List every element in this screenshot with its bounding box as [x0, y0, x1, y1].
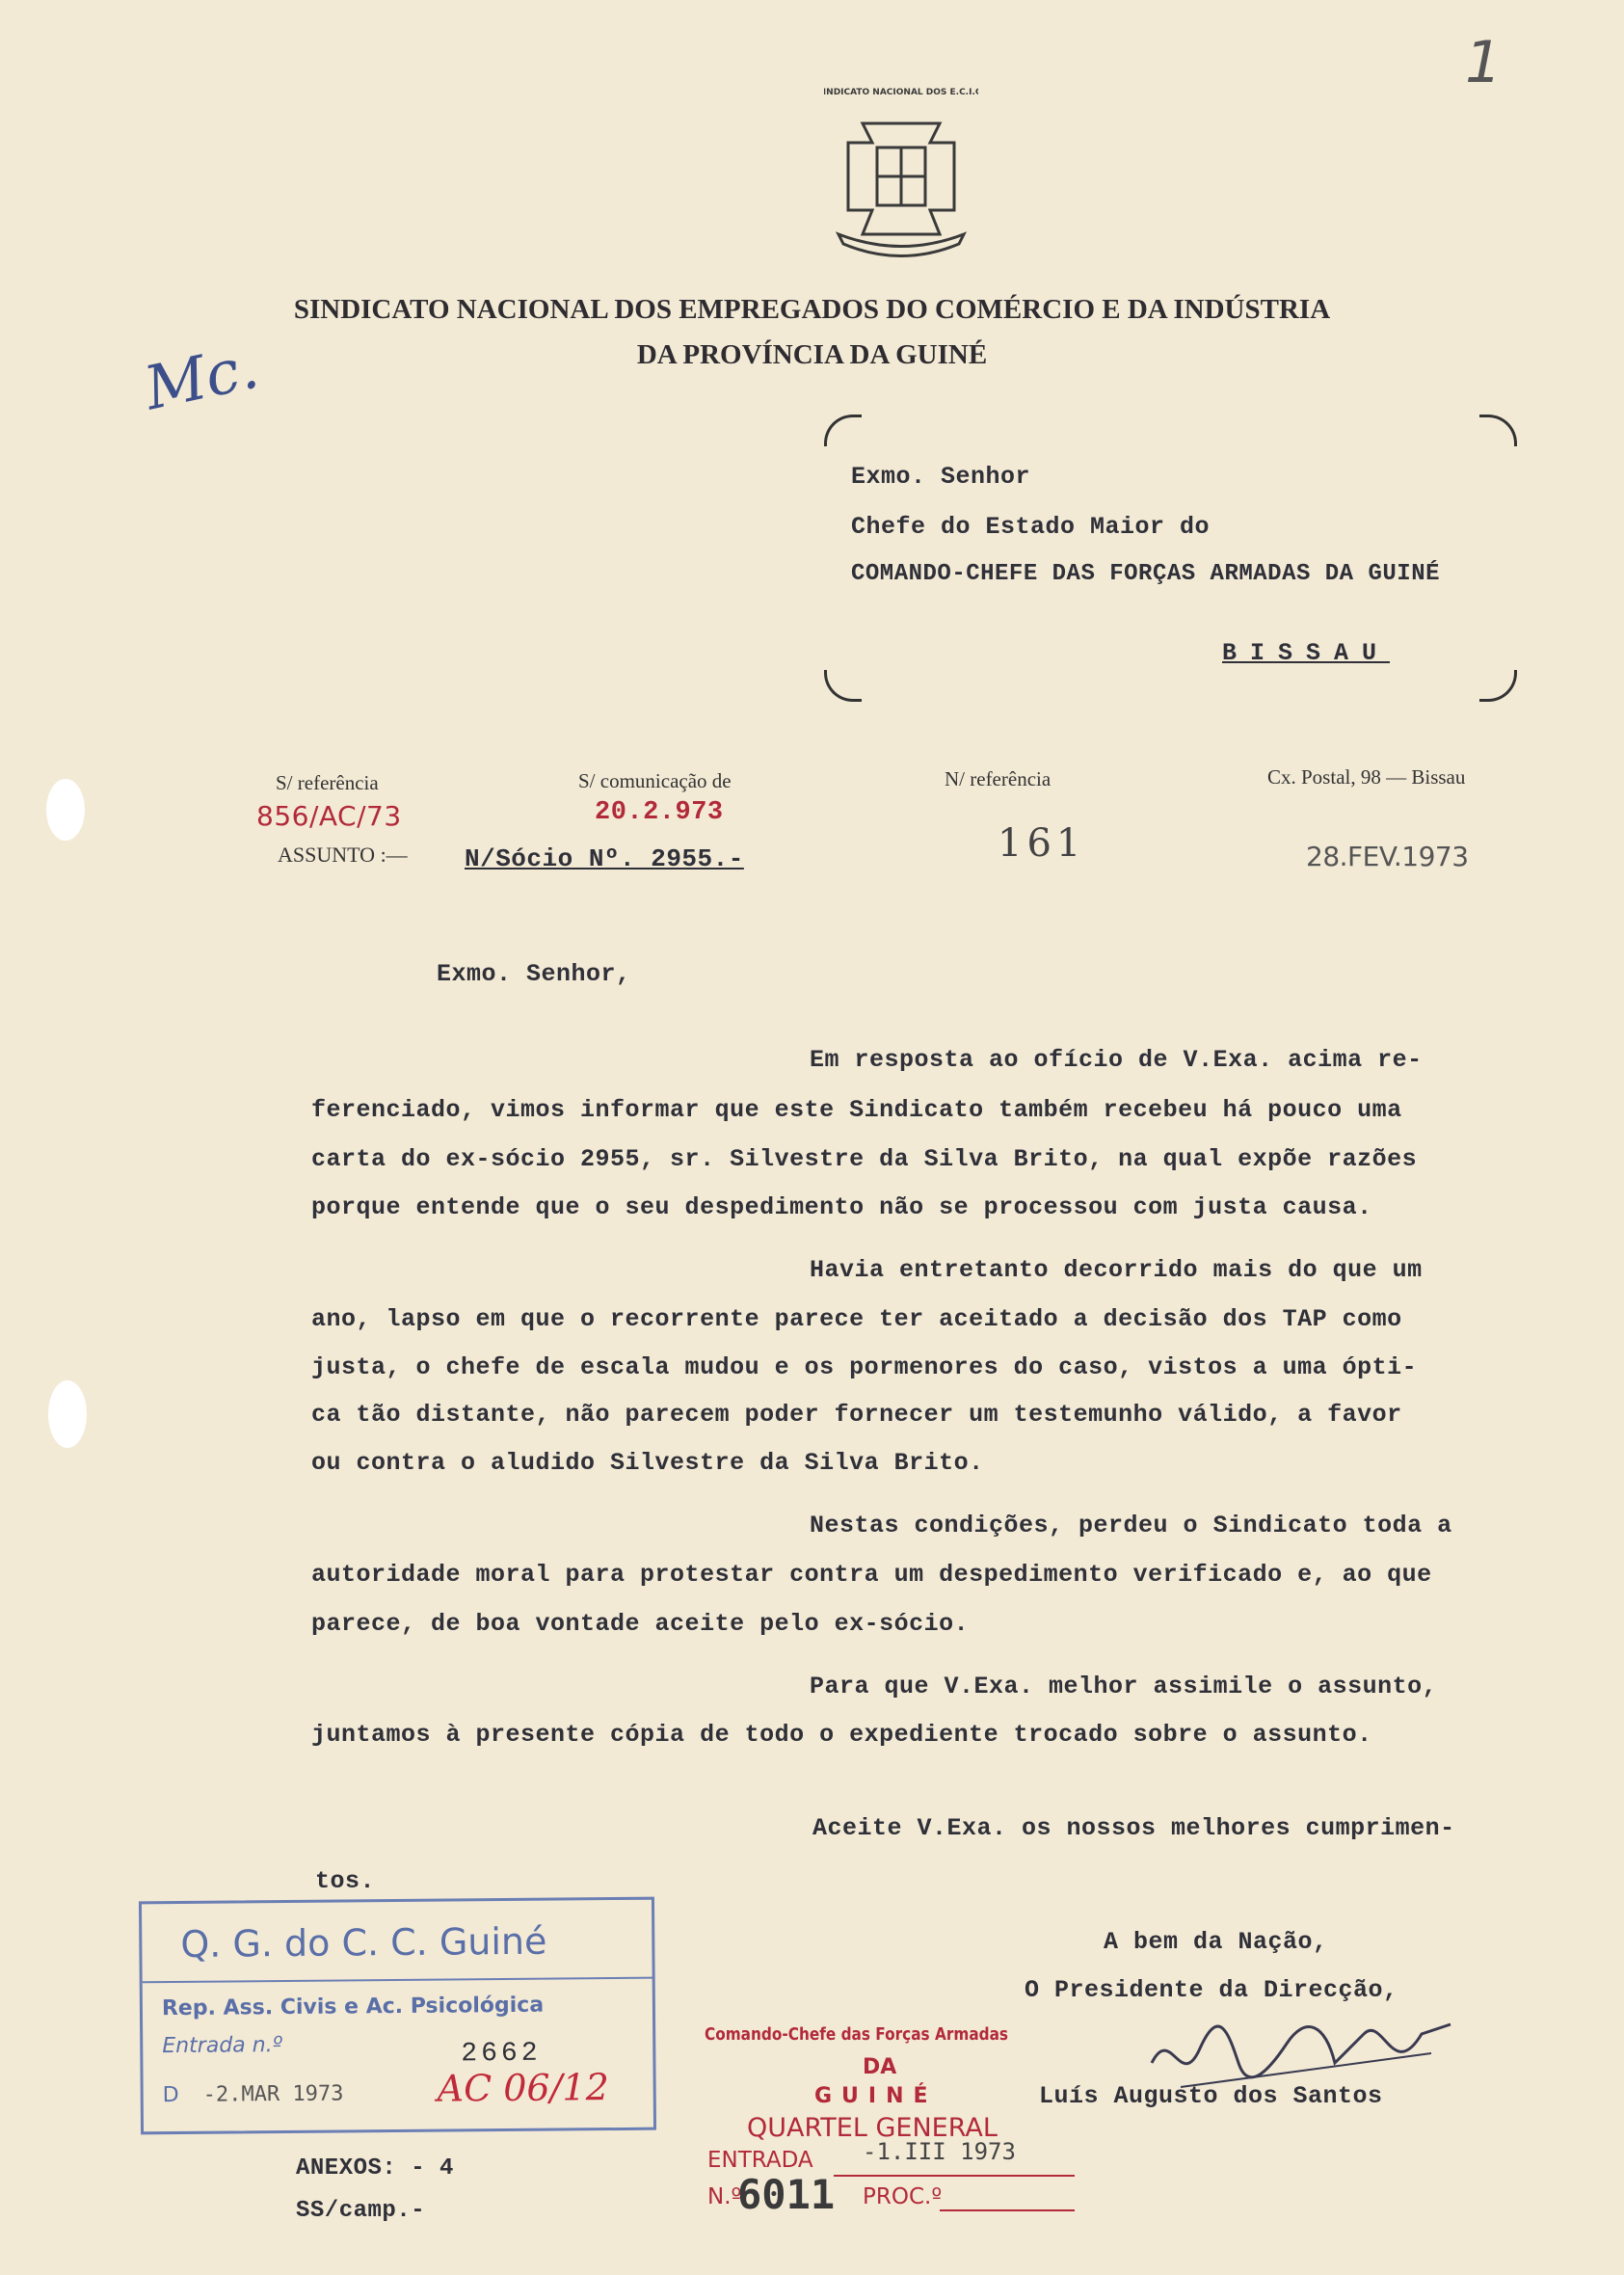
stamp-qgen-proc-label: PROC.º	[863, 2184, 943, 2209]
body-line: Havia entretanto decorrido mais do que um	[810, 1256, 1423, 1284]
body-line: Para que V.Exa. melhor assimile o assunto,	[810, 1673, 1438, 1700]
stamp-qgen-proc-rule	[940, 2209, 1075, 2211]
bracket-bottom-right	[1479, 670, 1517, 702]
addressee-line-1: Exmo. Senhor	[851, 463, 1031, 491]
stamp-qgen-line2: DA	[863, 2055, 897, 2079]
stamp-qg-guine	[139, 1897, 656, 2135]
stamp-qgen-n-label: N.º	[707, 2184, 742, 2209]
stamp-quartel-general	[699, 2015, 1084, 2227]
postal-box: Cx. Postal, 98 — Bissau	[1267, 765, 1466, 789]
body-line: porque entende que o seu despedimento não se processou com justa causa.	[311, 1193, 1372, 1221]
signature-line-1: A bem da Nação,	[1104, 1928, 1328, 1956]
stamp-qg-line1: Rep. Ass. Civis e Ac. Psicológica	[161, 1993, 545, 2021]
body-line: Em resposta ao ofício de V.Exa. acima re-	[810, 1046, 1423, 1074]
body-line: parece, de boa vontade aceite pelo ex-sócio.	[311, 1610, 970, 1638]
emblem-icon	[824, 66, 978, 258]
body-line: ferenciado, vimos informar que este Sindicato também recebeu há pouco uma	[311, 1096, 1402, 1124]
stamp-qgen-line1: Comando-Chefe das Forças Armadas	[705, 2024, 1009, 2045]
stamp-qg-number: 2662	[461, 2038, 542, 2070]
stamp-qg-date: -2.MAR 1973	[202, 2081, 344, 2107]
stamp-qg-handwritten-code: AC 06/12	[437, 2066, 609, 2110]
union-emblem	[824, 66, 978, 258]
assunto-label: ASSUNTO :—	[278, 843, 408, 867]
bracket-bottom-left	[824, 670, 862, 702]
nref-value: 161	[998, 821, 1086, 866]
addressee-line-3: COMANDO-CHEFE DAS FORÇAS ARMADAS DA GUINÉ	[851, 561, 1440, 587]
stamp-qgen-n-value: 6011	[737, 2171, 836, 2218]
addressee-line-2: Chefe do Estado Maior do	[851, 513, 1211, 541]
margin-note: Mc.	[138, 331, 265, 424]
stamp-qgen-entrada-date: -1.III 1973	[863, 2138, 1016, 2165]
signature-line-2: O Presidente da Direcção,	[1025, 1976, 1398, 2004]
stamp-qgen-entrada-label: ENTRADA	[707, 2148, 813, 2173]
sref-label: S/ referência	[276, 771, 379, 794]
initials: SS/camp.-	[296, 2198, 426, 2224]
letterhead-line-2: DA PROVÍNCIA DA GUINÉ	[636, 339, 988, 370]
letterhead-line-1: SINDICATO NACIONAL DOS EMPREGADOS DO COMÉRCIO E DA INDÚSTRIA	[293, 294, 1331, 325]
body-line: ano, lapso em que o recorrente parece ter aceitado a decisão dos TAP como	[311, 1305, 1402, 1333]
punch-hole-top	[46, 779, 85, 841]
scom-value: 20.2.973	[595, 798, 724, 827]
stamp-qgen-line3: GUINÉ	[814, 2084, 938, 2108]
body-line: ca tão distante, não parecem poder fornecer um testemunho válido, a favor	[311, 1401, 1402, 1429]
stamp-qg-date-prefix: D	[162, 2082, 179, 2108]
body-line: autoridade moral para protestar contra um despedimento verificado e, ao que	[311, 1561, 1432, 1589]
body-line: ou contra o aludido Silvestre da Silva Brito.	[311, 1449, 984, 1477]
bracket-top-left	[824, 415, 862, 446]
letter-date: 28.FEV.1973	[1306, 841, 1469, 872]
bracket-top-right	[1479, 415, 1517, 446]
page-number: 1	[1465, 29, 1503, 96]
addressee-city: BISSAU	[1222, 639, 1391, 667]
sref-value: 856/AC/73	[256, 800, 402, 832]
body-line: carta do ex-sócio 2955, sr. Silvestre da Silva Brito, na qual expõe razões	[311, 1145, 1418, 1173]
emblem-top-text: SINDICATO NACIONAL DOS E.C.I.G.	[824, 88, 978, 97]
closing-line-1: Aceite V.Exa. os nossos melhores cumprimen-	[812, 1814, 1455, 1842]
stamp-qg-line2: Entrada n.º	[162, 2033, 283, 2059]
stamp-qg-title: Q. G. do C. C. Guiné	[180, 1919, 547, 1966]
scom-label: S/ comunicação de	[578, 769, 732, 792]
anexos: ANEXOS: - 4	[296, 2155, 454, 2181]
salutation: Exmo. Senhor,	[437, 960, 631, 988]
body-line: Nestas condições, perdeu o Sindicato toda a	[810, 1512, 1452, 1539]
punch-hole-bottom	[48, 1380, 87, 1448]
body-line: justa, o chefe de escala mudou e os pormenores do caso, vistos a uma ópti-	[311, 1353, 1418, 1381]
signatory-name: Luís Augusto dos Santos	[1039, 2082, 1383, 2110]
stamp-qgen-entrada-rule	[834, 2175, 1075, 2177]
assunto-value: N/Sócio Nº. 2955.-	[465, 844, 744, 873]
nref-label: N/ referência	[945, 767, 1052, 790]
stamp-qg-rule	[143, 1977, 653, 1984]
stamp-qgen-line4: QUARTEL GENERAL	[747, 2113, 998, 2143]
closing-line-2: tos.	[315, 1867, 376, 1895]
body-line: juntamos à presente cópia de todo o expediente trocado sobre o assunto.	[311, 1721, 1372, 1749]
